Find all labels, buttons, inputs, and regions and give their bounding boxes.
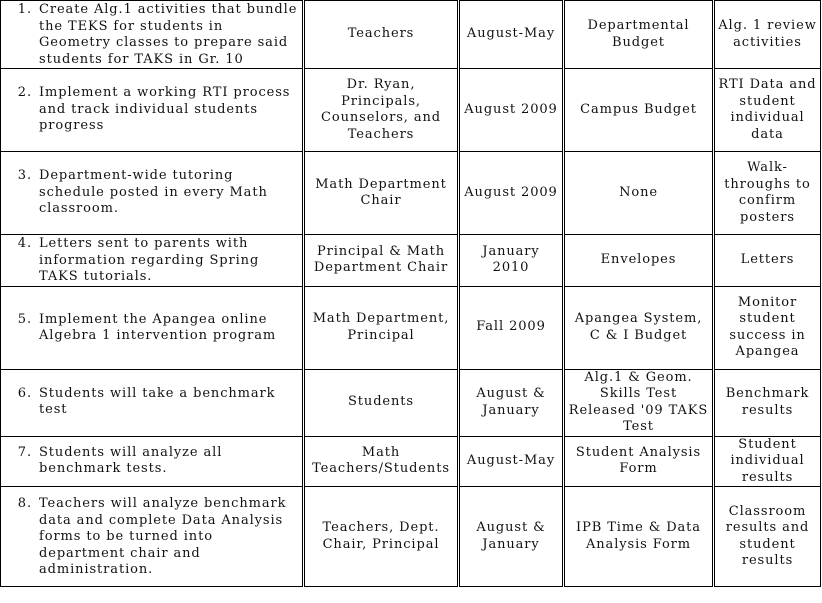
resources-cell: Apangea System, C & I Budget: [564, 286, 714, 369]
resources-cell: Envelopes: [564, 235, 714, 287]
person-responsible-cell: Principal & Math Department Chair: [304, 235, 459, 287]
evaluation-cell: Letters: [714, 235, 821, 287]
action-step-text: Implement a working RTI process and track individual students progress: [39, 85, 291, 133]
person-responsible-cell: Math Department, Principal: [304, 286, 459, 369]
table-row: [1, 436, 821, 487]
action-step-cell: [1, 69, 304, 152]
resources-cell: IPB Time & Data Analysis Form: [564, 487, 714, 587]
step-number: 6.: [17, 385, 32, 401]
table-row: [1, 69, 821, 152]
person-responsible-cell: Students: [304, 369, 459, 436]
timeline-cell: August-May: [459, 1, 564, 69]
action-step-text: Letters sent to parents with information regarding Spring TAKS tutorials.: [39, 236, 260, 284]
step-number: 4.: [17, 236, 32, 251]
timeline-cell: August & January: [459, 369, 564, 436]
resources-cell: Alg.1 & Geom. Skills Test Released '09 TAKS Test: [564, 369, 714, 436]
timeline-cell: August 2009: [459, 152, 564, 235]
evaluation-cell: Benchmark results: [714, 369, 821, 436]
evaluation-cell: Student individual results: [714, 436, 821, 487]
action-step-cell: [1, 436, 304, 487]
action-step-text: Implement the Apangea online Algebra 1 intervention program: [39, 311, 277, 343]
table-row: [1, 1, 821, 69]
action-step-cell: [1, 152, 304, 235]
action-plan-body: [1, 1, 821, 587]
timeline-cell: August & January: [459, 487, 564, 587]
evaluation-cell: Monitor student success in Apangea: [714, 286, 821, 369]
action-step-text: Teachers will analyze benchmark data and complete Data Analysis forms to be turned into department chair and administration.: [39, 496, 287, 577]
action-step-text: Create Alg.1 activities that bundle the TEKS for students in Geometry classes to prepare said students for TAKS in Gr. 10: [39, 2, 298, 67]
timeline-cell: August 2009: [459, 69, 564, 152]
timeline-cell: Fall 2009: [459, 286, 564, 369]
step-number: 8.: [17, 496, 32, 511]
person-responsible-cell: Teachers, Dept. Chair, Principal: [304, 487, 459, 587]
step-number: 2.: [17, 85, 32, 100]
action-step-text: Students will analyze all benchmark tests.: [39, 444, 223, 476]
table-row: [1, 369, 821, 436]
evaluation-cell: Alg. 1 review activities: [714, 1, 821, 69]
resources-cell: None: [564, 152, 714, 235]
person-responsible-cell: Teachers: [304, 1, 459, 69]
resources-cell: Student Analysis Form: [564, 436, 714, 487]
action-step-text: Students will take a benchmark test: [39, 385, 276, 417]
action-step-text: Department-wide tutoring schedule posted in every Math classroom.: [39, 168, 268, 216]
evaluation-cell: Classroom results and student results: [714, 487, 821, 587]
timeline-cell: January 2010: [459, 235, 564, 287]
evaluation-cell: RTI Data and student individual data: [714, 69, 821, 152]
table-row: [1, 235, 821, 287]
step-number: 5.: [17, 311, 32, 327]
resources-cell: Campus Budget: [564, 69, 714, 152]
action-step-cell: [1, 235, 304, 287]
step-number: 1.: [17, 2, 32, 17]
table-row: [1, 152, 821, 235]
action-step-cell: [1, 369, 304, 436]
action-step-cell: [1, 1, 304, 69]
person-responsible-cell: Math Department Chair: [304, 152, 459, 235]
evaluation-cell: Walk-throughs to confirm posters: [714, 152, 821, 235]
resources-cell: Departmental Budget: [564, 1, 714, 69]
table-row: [1, 286, 821, 369]
table-row: [1, 487, 821, 587]
action-step-cell: [1, 286, 304, 369]
person-responsible-cell: Dr. Ryan, Principals, Counselors, and Teachers: [304, 69, 459, 152]
person-responsible-cell: Math Teachers/Students: [304, 436, 459, 487]
step-number: 7.: [17, 444, 32, 460]
action-step-cell: [1, 487, 304, 587]
step-number: 3.: [17, 168, 32, 183]
timeline-cell: August-May: [459, 436, 564, 487]
